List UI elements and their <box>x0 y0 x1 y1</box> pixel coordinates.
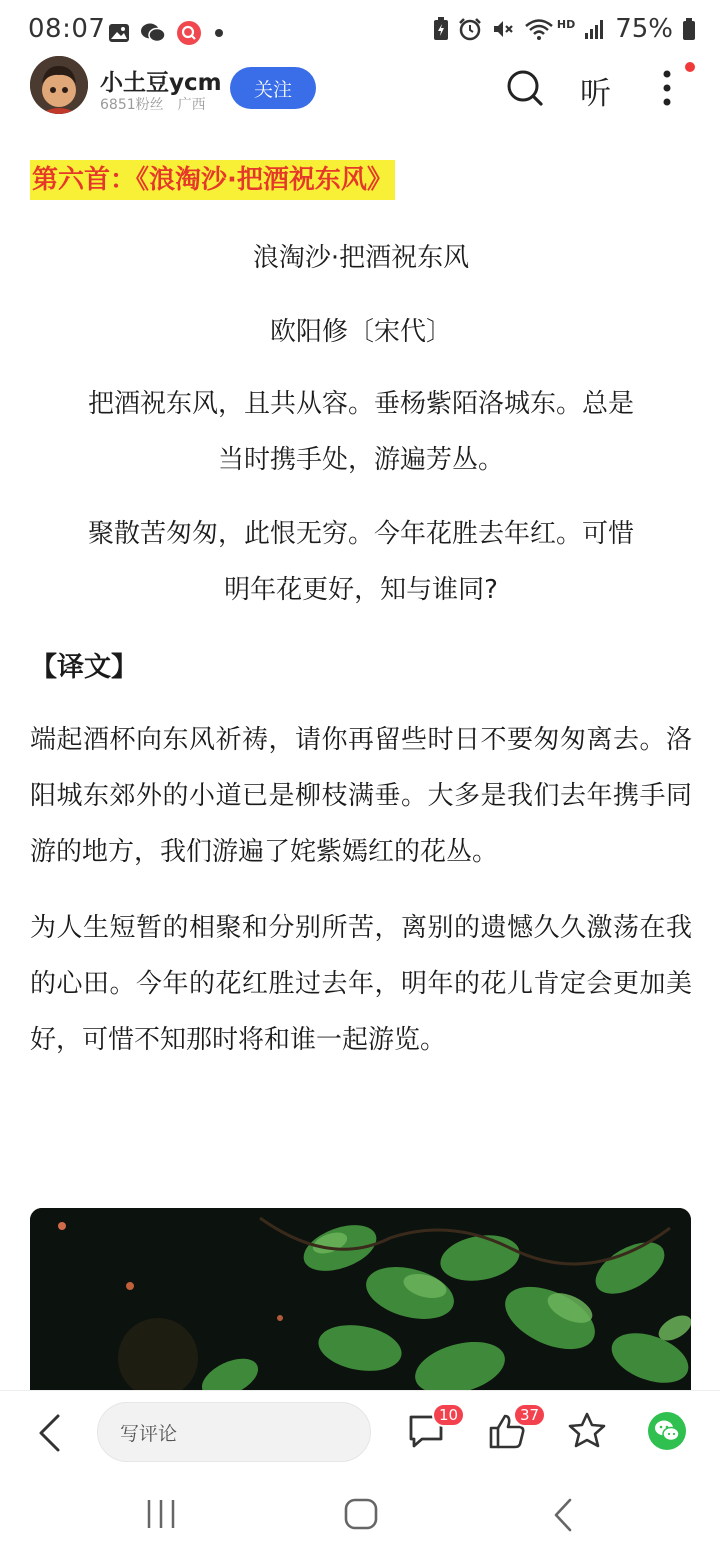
poem-line: 把酒祝东风，且共从容。垂杨紫陌洛城东。总是 <box>87 389 634 419</box>
article-body <box>30 160 692 1068</box>
poem-stanza-2 <box>30 506 692 618</box>
mute-icon <box>491 17 515 41</box>
gallery-icon <box>108 23 130 43</box>
translation-paragraph-2: 为人生短暂的相聚和分别所苦，离别的遗憾久久激荡在我的心田。今年的花红胜过去年，明年的花儿肯定会更加美好，可惜不知那时将和谁一起游览。 <box>30 913 692 1055</box>
search-icon[interactable] <box>505 68 545 108</box>
wifi-icon <box>524 17 554 41</box>
notification-dot <box>685 62 695 72</box>
translation-heading: 【译文】 <box>30 652 138 683</box>
article-image[interactable] <box>30 1208 691 1398</box>
poem-line: 聚散苦匆匆，此恨无穷。今年花胜去年红。可惜 <box>87 519 634 549</box>
home-icon[interactable] <box>344 1498 378 1530</box>
poem-line: 明年花更好，知与谁同? <box>224 575 498 605</box>
comment-input[interactable]: 写评论 <box>97 1402 371 1462</box>
battery-percent: 75% <box>615 14 673 44</box>
dot-icon <box>212 26 226 40</box>
follow-button[interactable]: 关注 <box>230 67 316 109</box>
system-navigation-bar <box>0 1472 720 1560</box>
author-name[interactable]: 小土豆ycm <box>100 70 222 96</box>
avatar-image-icon <box>30 56 88 114</box>
network-type-label: HD <box>556 17 576 31</box>
battery-saver-icon <box>433 17 449 41</box>
more-options-icon[interactable] <box>655 66 679 110</box>
favorite-star-icon[interactable] <box>567 1411 607 1451</box>
back-arrow-icon[interactable] <box>36 1413 62 1453</box>
ivy-leaves-image <box>30 1208 691 1398</box>
system-back-icon[interactable] <box>552 1498 574 1532</box>
like-count-badge: 37 <box>513 1403 546 1427</box>
search-app-icon <box>176 20 202 46</box>
article-header <box>0 54 720 124</box>
status-time: 08:07 <box>28 14 106 44</box>
signal-icon <box>584 18 606 40</box>
listen-button[interactable]: 听 <box>580 76 611 112</box>
comment-count-badge: 10 <box>432 1403 465 1427</box>
poem-author: 欧阳修〔宋代〕 <box>269 317 452 347</box>
recent-apps-icon[interactable] <box>145 1498 177 1530</box>
poem-line: 当时携手处，游遍芳丛。 <box>217 445 504 475</box>
author-location: 广西 <box>177 97 206 113</box>
alarm-icon <box>458 17 482 41</box>
poem-stanza-1 <box>30 376 692 488</box>
poem-title: 浪淘沙·把酒祝东风 <box>252 243 470 273</box>
battery-icon <box>682 17 696 41</box>
translation-paragraph-1: 端起酒杯向东风祈祷，请你再留些时日不要匆匆离去。洛阳城东郊外的小道已是柳枝满垂。大多是我们去年携手同游的地方，我们游遍了姹紫嫣红的花丛。 <box>30 725 692 867</box>
follower-count: 6851粉丝 <box>100 97 164 113</box>
wechat-share-button[interactable] <box>648 1412 686 1450</box>
wechat-icon <box>140 22 166 44</box>
wechat-share-icon <box>648 1412 686 1450</box>
section-title: 第六首：《浪淘沙·把酒祝东风》 <box>30 160 395 200</box>
bottom-action-bar <box>0 1390 720 1473</box>
avatar[interactable] <box>30 56 88 114</box>
